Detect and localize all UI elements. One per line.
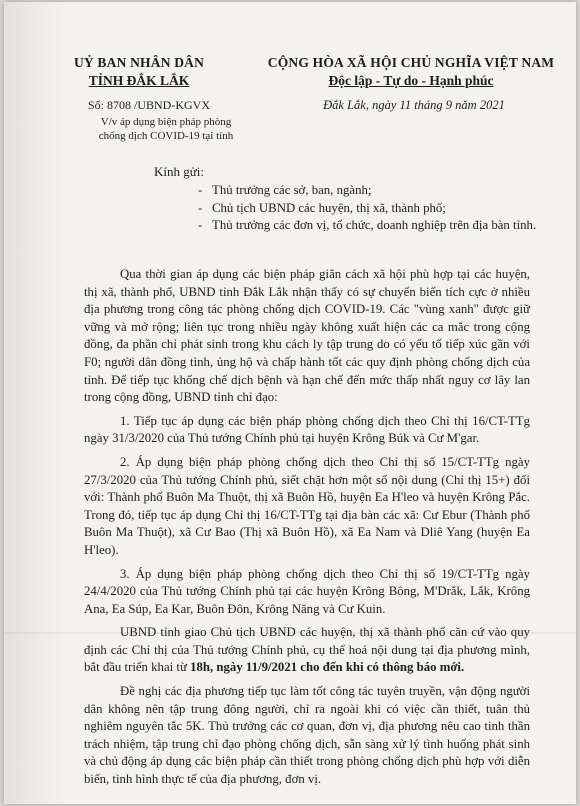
country-name: CỘNG HÒA XÃ HỘI CHỦ NGHĨA VIỆT NAM: [267, 55, 555, 70]
recipients-list: [198, 182, 538, 235]
document-page: [4, 2, 576, 804]
subject-line1: V/v áp dụng biện pháp phòng: [100, 116, 232, 128]
document-body: [84, 266, 530, 795]
recipient-item: - Thủ trưởng các đơn vị, tổ chức, doanh nghiệp trên địa bàn tỉnh.: [198, 217, 538, 235]
paragraph-intro: Qua thời gian áp dụng các biện pháp giãn cách xã hội phù hợp tại các huyện, thị xã, thành phố, UBND tỉnh Đắk Lắk nhận thấy có sự chuyển biến tích cực ở nhiều địa phương trong công tác phòng chống dịch COVID-19. Các "vùng xanh" được giữ vững và mở rộng; liên tục trong nhiều ngày không xuất hiện các ca mắc trong cộng đồng, đa phần chỉ phát sinh trong khu cách ly tập trung do có yếu tố tiếp xúc gần với F0; người dân đồng tình, ủng hộ và chấp hành tốt các quy định phòng chống dịch của tỉnh. Để tiếp tục khống chế dịch bệnh và hạn chế đến mức thấp nhất nguy cơ lây lan trong cộng đồng, UBND tỉnh chỉ đạo:: [84, 267, 530, 405]
paper-fold: [4, 632, 576, 634]
assignment-text: UBND tỉnh giao Chủ tịch UBND các huyện, thị xã thành phố căn cứ vào quy định các Chỉ thị của Thủ tướng Chính phủ, cụ thể hoá nội dung tại địa phương mình, bắt đầu triển khai từ: [84, 625, 530, 675]
paragraph-item-1: 1. Tiếp tục áp dụng các biện pháp phòng chống dịch theo Chỉ thị 16/CT-TTg ngày 31/3/2020 của Thủ tướng Chính phủ tại huyện Krông Búk và Cư M'gar.: [84, 413, 530, 446]
subject-line2: chống dịch COVID-19 tại tỉnh: [98, 130, 234, 142]
document-number: Số: 8708 /UBND-KGVX: [88, 98, 211, 112]
document-date: Đắk Lắk, ngày 11 tháng 9 năm 2021: [323, 98, 505, 112]
document-subject: [86, 115, 246, 143]
national-motto: Độc lập - Tự do - Hạnh phúc: [328, 73, 494, 88]
recipients-label: Kính gửi:: [154, 164, 205, 179]
paragraph-item-2: 2. Áp dụng biện pháp phòng chống dịch theo Chỉ thị số 15/CT-TTg ngày 27/3/2020 của Thủ tướng Chính phủ, siết chặt hơn một số nội dung (Chỉ thị 15+) đối với: Thành phố Buôn Ma Thuột, thị xã Buôn Hồ, huyện Ea H'leo và huyện Krông Pắc. Trong đó, tiếp tục áp dụng Chỉ thị 16/CT-TTg tại địa bàn các xã: Cư Ebur (Thành phố Buôn Ma Thuột), xã Cư Bao (Thị xã Buôn Hồ), xã Ea Nam và Dliê Yang (huyện Ea H'leo).: [84, 454, 530, 557]
issuing-authority: [44, 54, 234, 90]
effective-time: 18h, ngày 11/9/2021 cho đến khi có thông báo mới.: [190, 660, 465, 675]
page-shadow: [4, 2, 64, 804]
recipient-item: - Thủ trưởng các sở, ban, ngành;: [198, 182, 538, 200]
org-name-line2: TỈNH ĐẮK LẮK: [88, 73, 190, 88]
recipient-item: - Chủ tịch UBND các huyện, thị xã, thành phố;: [198, 200, 538, 218]
paragraph-request: Đề nghị các địa phương tiếp tục làm tốt công tác tuyên truyền, vận động người dân không nên tập trung đông người, chỉ ra ngoài khi có việc cần thiết, tuân thủ nghiêm nguyên tắc 5K. Thủ trưởng các cơ quan, đơn vị, địa phương nêu cao tinh thần trách nhiệm, tập trung chỉ đạo phòng chống dịch, sẵn sàng xử lý tình huống phát sinh và chủ động áp dụng các biện pháp cần thiết trong phòng chống dịch phù hợp với diễn biến, tình hình thực tế của địa phương, đơn vị.: [84, 684, 530, 787]
paragraph-item-3: 3. Áp dụng biện pháp phòng chống dịch theo Chỉ thị số 19/CT-TTg ngày 24/4/2020 của Thủ tướng Chính phủ tại các huyện Krông Bông, M'Drắk, Lắk, Krông Ana, Ea Súp, Ea Kar, Buôn Đôn, Krông Năng và Cư Kuin.: [84, 566, 530, 616]
org-name-line1: UỶ BAN NHÂN DÂN: [73, 55, 205, 70]
national-header: [266, 54, 556, 90]
